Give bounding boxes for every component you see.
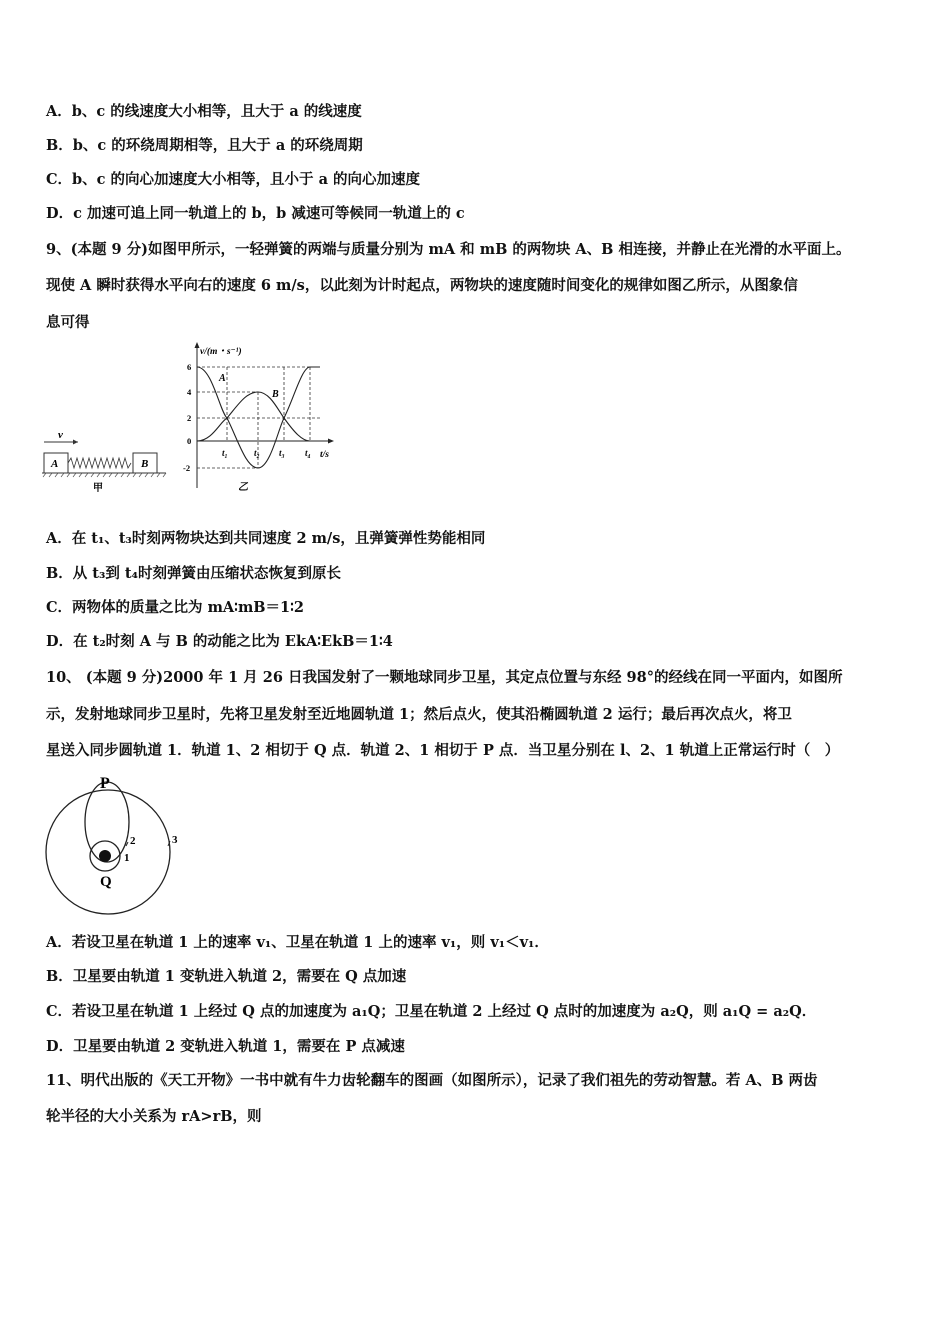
y-axis-arrow-icon	[195, 342, 200, 348]
velocity-time-graph	[180, 340, 340, 495]
label-p: P	[100, 775, 110, 792]
velocity-arrow-icon	[73, 440, 78, 445]
q9-stem-line-2: 现使 A 瞬时获得水平向右的速度 6 m/s，以此刻为计时起点，两物块的速度随时间变化的规律如图乙所示，从图象信	[46, 277, 798, 294]
q10-option-d: D．卫星要由轨道 2 变轨进入轨道 1，需要在 P 点减速	[46, 1038, 405, 1055]
q10-stem-line-3: 星送入同步圆轨道 1．轨道 1、2 相切于 Q 点．轨道 2、1 相切于 P 点．当卫星分别在 l、2、1 轨道上正常运行时（ ）	[46, 742, 840, 759]
q10-option-b: B．卫星要由轨道 1 变轨进入轨道 2，需要在 Q 点加速	[46, 968, 407, 985]
q10-option-c: C．若设卫星在轨道 1 上经过 Q 点的加速度为 a₁Q；卫星在轨道 2 上经过 Q 点时的加速度为 a₂Q，则 a₁Q = a₂Q．	[46, 1003, 817, 1020]
block-a-label: A	[51, 458, 59, 470]
y-axis-label: v/(m・s⁻¹)	[200, 347, 242, 357]
q10-stem-line-1: 10、 (本题 9 分)2000 年 1 月 26 日我国发射了一颗地球同步卫星，其定点位置与东经 98°的经线在同一平面内，如图所	[46, 669, 843, 686]
q10-stem-line-2: 示，发射地球同步卫星时，先将卫星发射至近地圆轨道 1；然后点火，使其沿椭圆轨道 2 运行；最后再次点火，将卫	[46, 706, 792, 723]
q9-option-c: C．两物体的质量之比为 mA∶mB＝1∶2	[46, 599, 305, 616]
block-b-label: B	[141, 458, 149, 470]
q9-option-b: B．从 t₃到 t₄时刻弹簧由压缩状态恢复到原长	[46, 565, 341, 582]
orbit-3-label: 3	[172, 834, 178, 846]
q8-option-c: C．b、c 的向心加速度大小相等，且小于 a 的向心加速度	[46, 171, 421, 188]
earth	[99, 850, 111, 862]
t1-label: t₁	[222, 448, 228, 458]
q11-stem-line-2: 轮半径的大小关系为 rA>rB，则	[46, 1108, 262, 1125]
q9-stem-line-3: 息可得	[46, 314, 90, 331]
q8-option-b: B．b、c 的环绕周期相等，且大于 a 的环绕周期	[46, 137, 363, 154]
caption-jia: 甲	[93, 483, 103, 494]
y-tick-0: 0	[187, 436, 192, 446]
q10-option-a: A．若设卫星在轨道 1 上的速率 v₁、卫星在轨道 1 上的速率 v₁，则 v₁＜v₁．	[46, 934, 549, 951]
orbit-1-label: 1	[124, 852, 130, 864]
t2-label: t₂	[254, 448, 260, 458]
y-tick-6: 6	[187, 362, 192, 372]
spring-block-figure	[40, 425, 170, 495]
y-tick-2: 2	[187, 413, 192, 423]
q9-option-d: D．在 t₂时刻 A 与 B 的动能之比为 EkA∶EkB＝1∶4	[46, 633, 393, 650]
x-axis-label: t/s	[320, 450, 329, 460]
curve-b-label: B	[272, 389, 279, 400]
t4-label: t₄	[305, 448, 311, 458]
q9-stem-line-1: 9、(本题 9 分)如图甲所示，一轻弹簧的两端与质量分别为 mA 和 mB 的两物块 A、B 相连接，并静止在光滑的水平面上。	[46, 241, 851, 258]
spring	[68, 458, 131, 468]
y-tick-4: 4	[187, 387, 192, 397]
label-q: Q	[100, 874, 112, 890]
t3-label: t₃	[279, 448, 285, 458]
curve-a-label: A	[219, 373, 226, 384]
y-tick-neg2: -2	[183, 463, 191, 473]
q8-option-a: A．b、c 的线速度大小相等，且大于 a 的线速度	[46, 103, 362, 120]
caption-yi: 乙	[238, 482, 248, 493]
orbit-figure	[40, 770, 190, 920]
x-axis-arrow-icon	[328, 439, 334, 444]
q9-option-a: A．在 t₁、t₃时刻两物块达到共同速度 2 m/s，且弹簧弹性势能相同	[46, 530, 486, 547]
curve-b	[197, 392, 320, 441]
velocity-symbol: v	[58, 429, 63, 441]
orbit-2-label: 2	[130, 835, 136, 847]
q11-stem-line-1: 11、明代出版的《天工开物》一书中就有牛力齿轮翻车的图画（如图所示），记录了我们祖先的劳动智慧。若 A、B 两齿	[46, 1072, 818, 1089]
q8-option-d: D．c 加速可追上同一轨道上的 b，b 减速可等候同一轨道上的 c	[46, 205, 465, 222]
